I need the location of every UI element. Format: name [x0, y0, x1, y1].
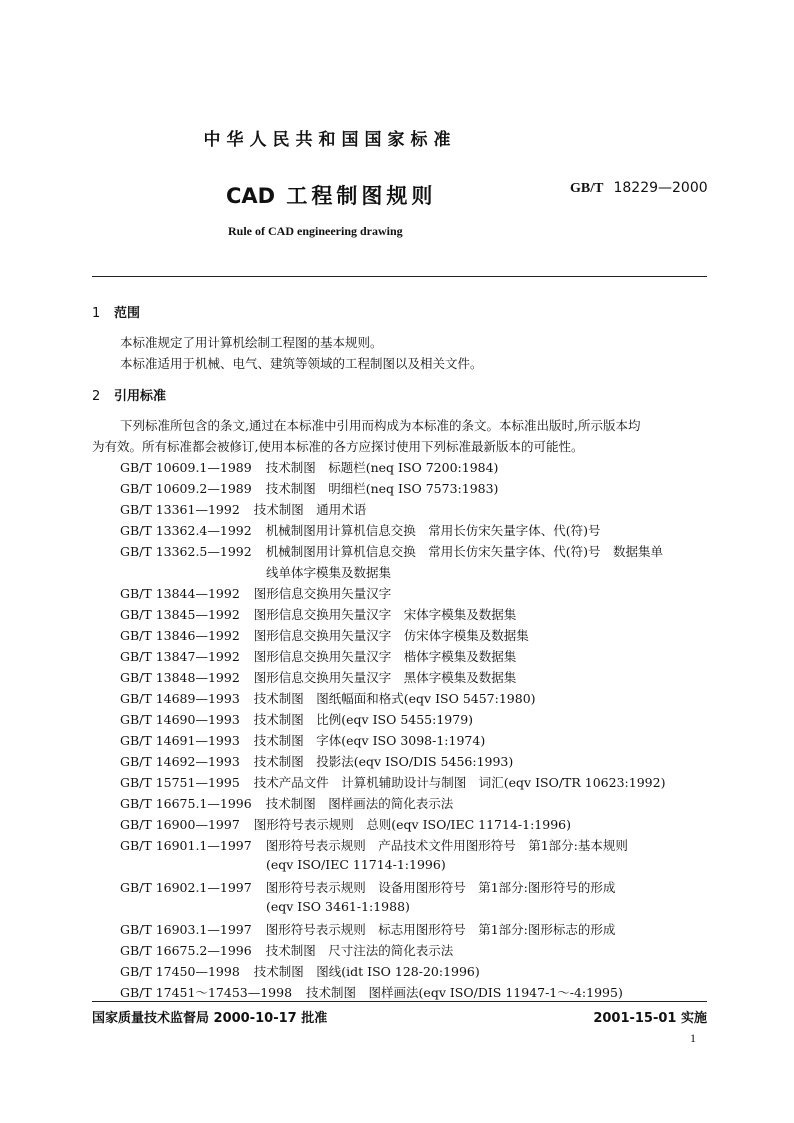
reference-code: GB/T 16900—1997	[120, 817, 240, 832]
reference-title: 机械制图用计算机信息交换 常用长仿宋矢量字体、代(符)号 数据集单	[265, 544, 663, 559]
paragraph-continuation: 为有效。所有标准都会被修订,使用本标准的各方应探讨使用下列标准最新版本的可能性。	[92, 439, 584, 454]
header-divider	[92, 276, 707, 277]
reference-title: 技术制图 明细栏(neq ISO 7573:1983)	[265, 481, 499, 496]
reference-title: 技术制图 图样画法(eqv ISO/DIS 11947-1～-4:1995)	[306, 985, 623, 1000]
reference-item	[120, 689, 536, 707]
reference-item	[120, 584, 391, 602]
reference-code: GB/T 16901.1—1997	[120, 838, 252, 853]
reference-title: 图形符号表示规则 总则(eqv ISO/IEC 11714-1:1996)	[253, 817, 571, 832]
reference-code: GB/T 13362.4—1992	[120, 523, 252, 538]
reference-code: GB/T 16675.2—1996	[120, 943, 252, 958]
national-standard-header: 中华人民共和国国家标准	[203, 130, 457, 150]
reference-title: 图形符号表示规则 标志用图形符号 第1部分:图形标志的形成	[265, 922, 616, 937]
reference-title-continuation: 线单体字模集及数据集	[266, 565, 392, 580]
reference-title: 技术产品文件 计算机辅助设计与制图 词汇(eqv ISO/TR 10623:1992)	[253, 775, 666, 790]
reference-code: GB/T 17451～17453—1998	[120, 985, 293, 1000]
reference-title: 技术制图 尺寸注法的简化表示法	[265, 943, 454, 958]
section-number: 1	[92, 306, 101, 321]
reference-item	[120, 542, 663, 560]
document-title	[226, 180, 436, 210]
reference-code: GB/T 10609.2—1989	[120, 481, 252, 496]
reference-code: GB/T 16675.1—1996	[120, 796, 252, 811]
document-title-chinese: 工程制图规则	[286, 184, 437, 208]
reference-item	[120, 773, 665, 791]
reference-item	[120, 983, 623, 1001]
paragraph: 本标准规定了用计算机绘制工程图的基本规则。	[120, 335, 383, 350]
reference-title: 技术制图 标题栏(neq ISO 7200:1984)	[265, 460, 499, 475]
reference-title: 图形信息交换用矢量汉字 仿宋体字模集及数据集	[253, 628, 529, 643]
section-heading	[92, 302, 140, 321]
reference-title: 技术制图 比例(eqv ISO 5455:1979)	[253, 712, 474, 727]
standard-prefix: GB/T	[570, 181, 604, 196]
reference-code: GB/T 16903.1—1997	[120, 922, 252, 937]
reference-title: 技术制图 字体(eqv ISO 3098-1:1974)	[253, 733, 486, 748]
section-title: 引用标准	[114, 389, 167, 404]
reference-code: GB/T 14692—1993	[120, 754, 240, 769]
effective-date: 2001-15-01 实施	[593, 1011, 707, 1026]
reference-item	[120, 500, 366, 518]
reference-item	[120, 479, 498, 497]
reference-code: GB/T 14689—1993	[120, 691, 240, 706]
reference-code: GB/T 13362.5—1992	[120, 544, 252, 559]
reference-title: 技术制图 通用术语	[253, 502, 367, 517]
reference-code: GB/T 13847—1992	[120, 649, 240, 664]
paragraph: 下列标准所包含的条文,通过在本标准中引用而构成为本标准的条文。本标准出版时,所示版本均	[120, 418, 641, 433]
reference-title: 技术制图 投影法(eqv ISO/DIS 5456:1993)	[253, 754, 514, 769]
standard-code: 18229—2000	[613, 180, 708, 196]
section-heading	[92, 385, 166, 404]
reference-code: GB/T 16902.1—1997	[120, 880, 252, 895]
section-number: 2	[92, 389, 101, 404]
reference-item	[120, 710, 473, 728]
reference-title: 图形信息交换用矢量汉字 黑体字模集及数据集	[253, 670, 517, 685]
reference-title: 技术制图 图纸幅面和格式(eqv ISO 5457:1980)	[253, 691, 536, 706]
reference-code: GB/T 15751—1995	[120, 775, 240, 790]
reference-item	[120, 962, 480, 980]
reference-item	[120, 668, 516, 686]
reference-code: GB/T 13361—1992	[120, 502, 240, 517]
reference-item	[120, 458, 498, 476]
reference-item	[120, 626, 529, 644]
reference-title: 图形信息交换用矢量汉字	[253, 586, 392, 601]
reference-title-continuation: (eqv ISO 3461-1:1988)	[266, 899, 410, 914]
reference-title: 图形信息交换用矢量汉字 楷体字模集及数据集	[253, 649, 517, 664]
reference-item	[120, 752, 513, 770]
reference-item	[120, 521, 600, 539]
reference-title-continuation: (eqv ISO/IEC 11714-1:1996)	[266, 857, 446, 872]
reference-title: 图形信息交换用矢量汉字 宋体字模集及数据集	[253, 607, 517, 622]
reference-item	[120, 920, 615, 938]
reference-item	[120, 605, 516, 623]
reference-item	[120, 647, 516, 665]
reference-title: 图形符号表示规则 设备用图形符号 第1部分:图形符号的形成	[265, 880, 616, 895]
issuer-approval: 国家质量技术监督局 2000-10-17 批准	[92, 1011, 328, 1026]
reference-code: GB/T 14690—1993	[120, 712, 240, 727]
english-title: Rule of CAD engineering drawing	[228, 224, 403, 238]
reference-item	[120, 836, 628, 854]
reference-title: 技术制图 图线(idt ISO 128-20:1996)	[253, 964, 480, 979]
reference-title: 技术制图 图样画法的简化表示法	[265, 796, 454, 811]
reference-item	[120, 731, 485, 749]
reference-code: GB/T 17450—1998	[120, 964, 240, 979]
reference-code: GB/T 14691—1993	[120, 733, 240, 748]
reference-title: 机械制图用计算机信息交换 常用长仿宋矢量字体、代(符)号	[265, 523, 601, 538]
standard-number	[570, 180, 708, 197]
footer-divider	[92, 1001, 707, 1002]
reference-code: GB/T 13846—1992	[120, 628, 240, 643]
reference-item	[120, 941, 453, 959]
section-title: 范围	[114, 306, 141, 321]
reference-code: GB/T 13845—1992	[120, 607, 240, 622]
reference-code: GB/T 13848—1992	[120, 670, 240, 685]
reference-code: GB/T 10609.1—1989	[120, 460, 252, 475]
reference-code: GB/T 13844—1992	[120, 586, 240, 601]
document-title-latin: CAD	[226, 184, 276, 208]
paragraph: 本标准适用于机械、电气、建筑等领域的工程制图以及相关文件。	[120, 356, 483, 371]
reference-title: 图形符号表示规则 产品技术文件用图形符号 第1部分:基本规则	[265, 838, 628, 853]
reference-item	[120, 815, 571, 833]
page-number: 1	[690, 1031, 696, 1045]
reference-item	[120, 878, 615, 896]
reference-item	[120, 794, 453, 812]
